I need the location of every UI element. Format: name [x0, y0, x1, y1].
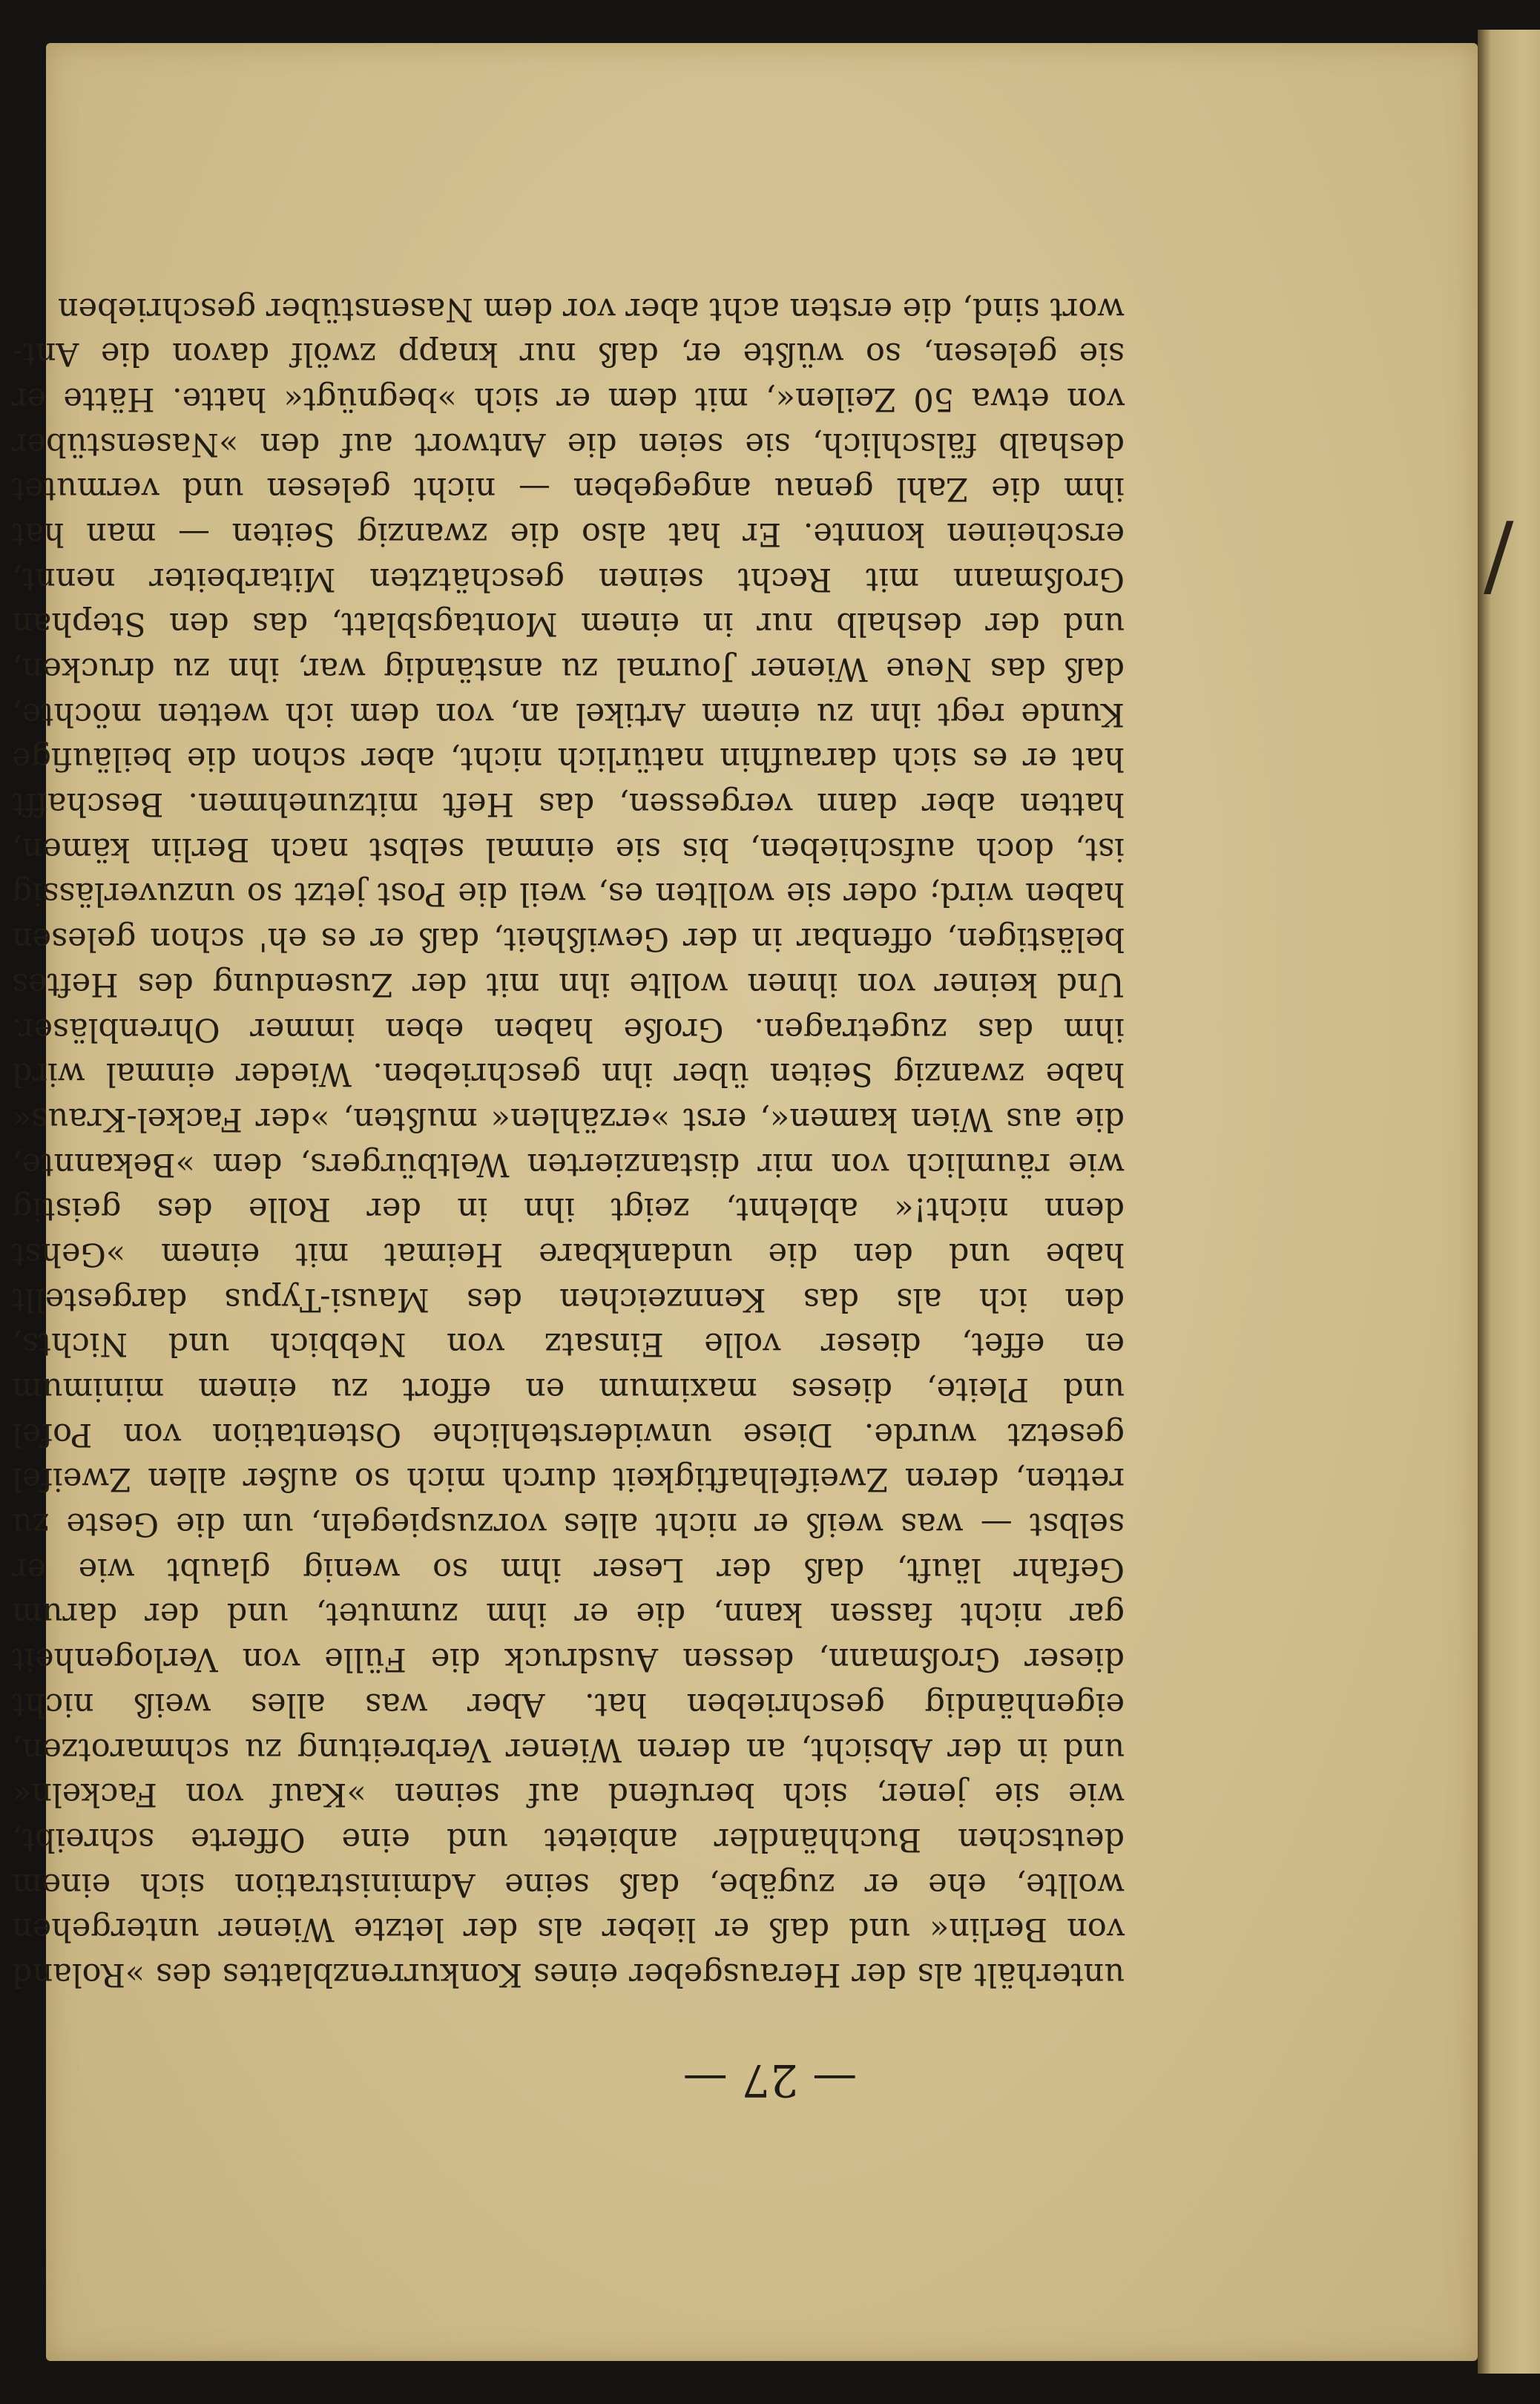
text-line: ihm die Zahl genau angegeben — nicht gelesen und vermutet — [12, 470, 1125, 508]
text-line: en effet, dieser volle Einsatz von Nebbich und Nichts, — [12, 1326, 1125, 1363]
text-line: habe zwanzig Seiten über ihn geschrieben. Wieder einmal wird — [12, 1056, 1125, 1093]
text-line: von etwa 50 Zeilen«, mit dem er sich »begnügt« hatte. Hätte er — [12, 380, 1125, 418]
text-line: Und keiner von ihnen wollte ihn mit der Zusendung des Heftes — [12, 965, 1125, 1003]
page-number: — 27 — — [682, 2054, 858, 2106]
text-line: unterhält als der Herausgeber eines Konkurrenzblattes des »Roland — [12, 1956, 1125, 1993]
text-line: den ich als das Kennzeichen des Mausi-Typus dargestellt — [12, 1280, 1125, 1318]
text-line: erscheinen konnte. Er hat also die zwanzig Seiten — man hat — [12, 516, 1125, 553]
text-line: Gefahr läuft, daß der Leser ihm so wenig glaubt wie er — [12, 1550, 1125, 1588]
text-line: deutschen Buchhändler anbietet und eine Offerte schreibt, — [12, 1820, 1125, 1858]
text-line: Großmann mit Recht seinen geschätzten Mitarbeiter nennt, — [12, 560, 1125, 598]
margin-pencil-mark: / — [1484, 504, 1514, 607]
text-line: dieser Großmann, dessen Ausdruck die Fülle von Verlogenheit — [12, 1641, 1125, 1679]
text-line: von Berlin« und daß er lieber als der letzte Wiener untergehen — [12, 1911, 1125, 1949]
text-line: und in der Absicht, an deren Wiener Verbreitung zu schmarotzen, — [12, 1730, 1125, 1768]
text-line: gar nicht fassen kann, die er ihm zumutet, und der darum — [12, 1595, 1125, 1633]
text-line: hatten aber dann vergessen, das Heft mitzunehmen. Beschafft — [12, 786, 1125, 823]
text-line: die aus Wien kamen«, erst »erzählen« mußten, »der Fackel-Kraus« — [12, 1100, 1125, 1138]
text-line: selbst — was weiß er nicht alles vorzuspiegeln, um die Geste zu — [12, 1506, 1125, 1544]
text-line: haben wird; oder sie wollten es, weil die Post jetzt so unzuverlässig — [12, 875, 1125, 913]
text-line: habe und den die undankbare Heimat mit einem »Gehst — [12, 1236, 1125, 1273]
text-line: denn nicht!« ablehnt, zeigt ihn in der Rolle des geistig — [12, 1191, 1125, 1228]
text-line: Kunde regt ihn zu einem Artikel an, von dem ich wetten möchte, — [12, 695, 1125, 733]
text-line: und Pleite, dieses maximum en effort zu einem minimum — [12, 1371, 1125, 1409]
text-line: und der deshalb nur in einem Montagsblatt, das den Stephan — [12, 605, 1125, 643]
text-line: belästigen, offenbar in der Gewißheit, daß er es eh' schon gelesen — [12, 921, 1125, 958]
text-line: wie sie jener, sich berufend auf seinen »Kauf von Fackeln« — [12, 1776, 1125, 1814]
text-line: wollte, ehe er zugäbe, daß seine Administration sich einem — [12, 1865, 1125, 1903]
text-line: ist, doch aufschieben, bis sie einmal selbst nach Berlin kämen, — [12, 830, 1125, 868]
text-line: retten, deren Zweifelhaftigkeit durch mich so außer allen Zweifel — [12, 1460, 1125, 1498]
text-line: gesetzt wurde. Diese unwiderstehliche Ostentation von Pofel — [12, 1415, 1125, 1453]
body-text — [12, 286, 1125, 1997]
text-line: wort sind, die ersten acht aber vor dem Nasenstüber geschrieben — [57, 290, 1125, 328]
text-line: daß das Neue Wiener Journal zu anständig war, ihn zu drucken, — [12, 651, 1125, 688]
text-line: hat er es sich daraufhin natürlich nicht, aber schon die beiläufige — [12, 740, 1125, 778]
text-line: deshalb fälschlich, sie seien die Antwort auf den »Nasenstüber — [12, 425, 1125, 463]
text-line: wie räumlich von mir distanzierten Weltbürgers, dem »Bekannte, — [12, 1145, 1125, 1183]
text-line: ihm das zugetragen. Große haben eben immer Ohrenbläser. — [12, 1010, 1125, 1048]
text-line: eigenhändig geschrieben hat. Aber was alles weiß nicht — [12, 1685, 1125, 1723]
text-line: sie gelesen, so wüßte er, daß nur knapp zwölf davon die Ant- — [12, 335, 1125, 373]
